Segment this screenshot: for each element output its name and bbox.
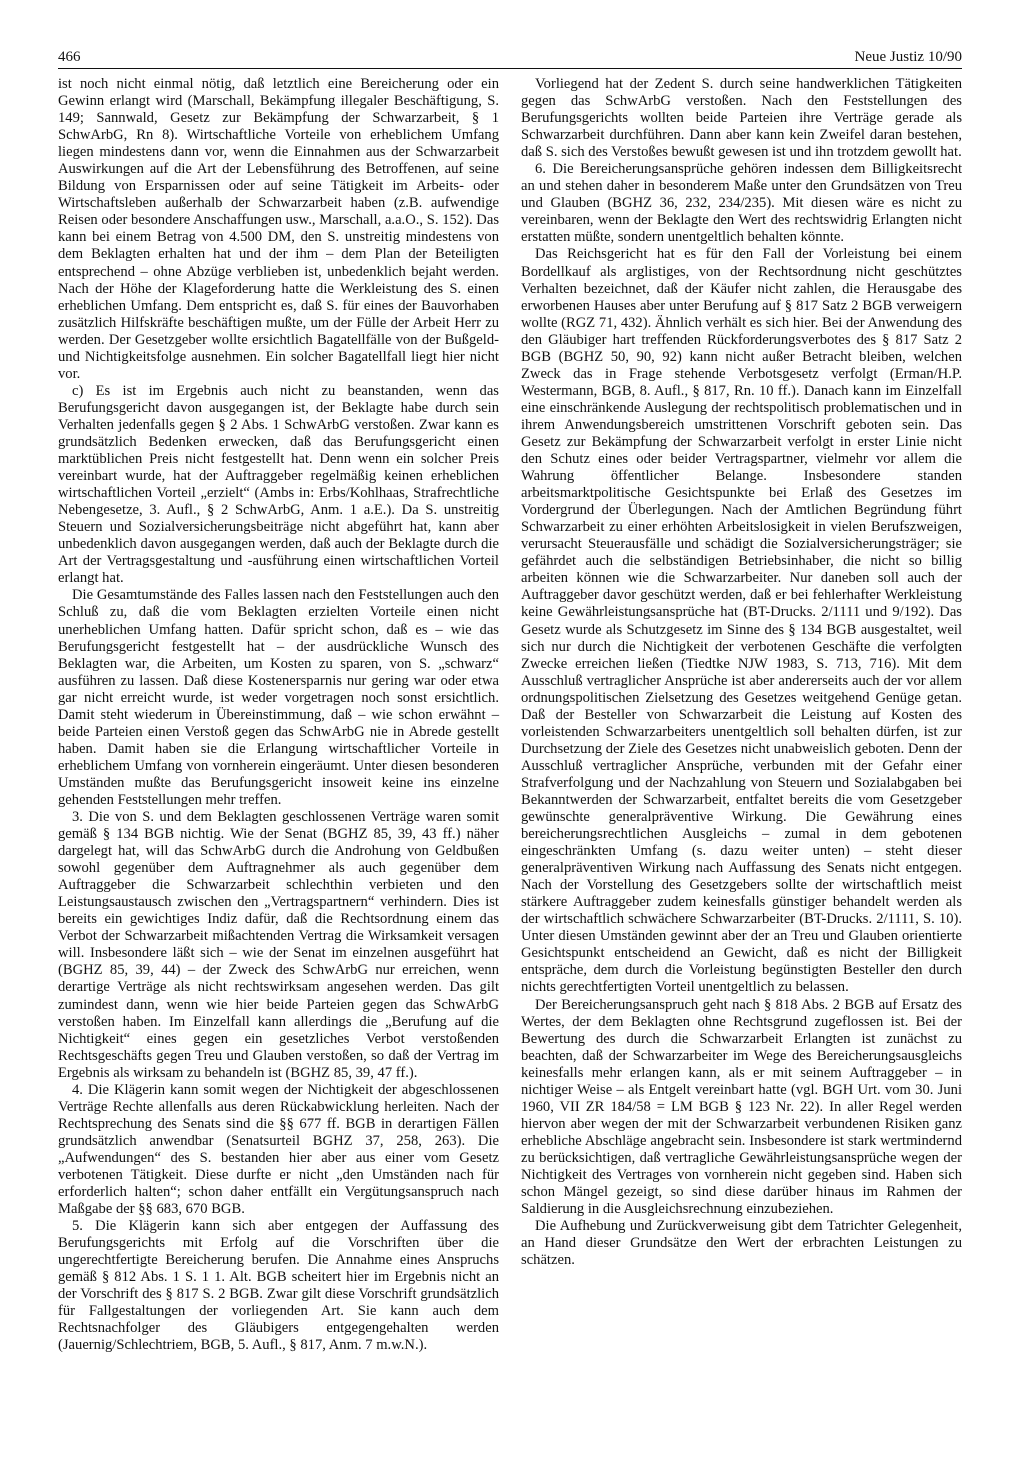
- paragraph: 3. Die von S. und dem Beklagten geschlossenen Verträge waren somit gemäß § 134 BGB nichtig. Wie der Senat (BGHZ 85, 39, 43 ff.) näher dargelegt hat, will das SchwArbG durch die Androhung von Geldbußen sowohl gegenüber dem Auftragnehmer als auch gegenüber dem Auftraggeber die Schwarzarbeit schlechthin verbieten und den Leistungsaustausch zwischen den „Vertragspartnern“ verhindern. Dies ist bereits ein gewichtiges Indiz dafür, daß die Rechtsordnung einem das Verbot der Schwarzarbeit mißachtenden Vertrag die Wirksamkeit versagen will. Insbesondere läßt sich – wie der Senat im einzelnen ausgeführt hat (BGHZ 85, 39, 44) – der Zweck des SchwArbG nur erreichen, wenn derartige Verträge als nicht rechtswirksam angesehen werden. Das gilt zumindest dann, wenn wie hier beide Parteien gegen das SchwArbG verstoßen haben. Im Einzelfall kann allerdings die „Berufung auf die Nichtigkeit“ eines gegen ein gesetzliches Verbot verstoßenden Rechtsgeschäfts gegen Treu und Glauben verstoßen, so daß der Vertrag im Ergebnis als wirksam zu behandeln ist (BGHZ 85, 39, 47 ff.).: [58, 809, 499, 1081]
- paragraph: Die Aufhebung und Zurückverweisung gibt dem Tatrichter Gelegenheit, an Hand dieser Grundsätze den Wert der erbrachten Leistungen zu schätzen.: [521, 1218, 962, 1269]
- right-column: [521, 76, 962, 1355]
- paragraph: Die Gesamtumstände des Falles lassen nach den Feststellungen auch den Schluß zu, daß die vom Beklagten erzielten Vorteile einen nicht unerheblichen Umfang hatten. Dafür spricht schon, daß es – wie das Berufungsgericht festgestellt hat – der ausdrückliche Wunsch des Beklagten war, die Arbeiten, um Kosten zu sparen, von S. „schwarz“ ausführen zu lassen. Daß diese Kostenersparnis nur gering war oder etwa gar nicht erreicht wurde, ist weder vorgetragen noch sonst ersichtlich. Damit steht wiederum in Übereinstimmung, daß – wie schon erwähnt – beide Parteien einen Verstoß gegen das SchwArbG nie in Abrede gestellt haben. Damit haben sie die Erlangung wirtschaftlicher Vorteile in erheblichem Umfang von vornherein eingeräumt. Unter diesen besonderen Umständen mußte das Berufungsgericht insoweit keine ins einzelne gehenden Feststellungen mehr treffen.: [58, 587, 499, 808]
- header-divider: [58, 68, 962, 69]
- paragraph: c) Es ist im Ergebnis auch nicht zu beanstanden, wenn das Berufungsgericht davon ausgegangen ist, der Beklagte habe durch sein Verhalten jedenfalls gegen § 2 Abs. 1 SchwArbG verstoßen. Zwar kann es grundsätzlich Bedenken erwecken, daß das Berufungsgericht einen marktüblichen Preis nicht festgestellt hat. Denn wenn ein solcher Preis vereinbart wurde, hat der Auftraggeber regelmäßig keinen erheblichen wirtschaftlichen Vorteil „erzielt“ (Ambs in: Erbs/Kohlhaas, Strafrechtliche Nebengesetze, 3. Aufl., § 2 SchwArbG, Anm. 1 a.E.). Da S. unstreitig Steuern und Sozialversicherungsbeiträge nicht abgeführt hat, kann aber unbedenklich davon ausgegangen werden, daß auch der Beklagte durch die Art der Vertragsgestaltung und -ausführung einen wirtschaftlichen Vorteil erlangt hat.: [58, 382, 499, 587]
- paragraph: Vorliegend hat der Zedent S. durch seine handwerklichen Tätigkeiten gegen das SchwArbG verstoßen. Nach den Feststellungen des Berufungsgerichts wollten beide Parteien ihre Verträge gerade als Schwarzarbeit durchführen. Dann aber kann kein Zweifel daran bestehen, daß S. sich des Verstoßes bewußt gewesen ist und ihn trotzdem gewollt hat.: [521, 76, 962, 161]
- page-number: 466: [58, 49, 81, 65]
- paragraph: ist noch nicht einmal nötig, daß letztlich eine Bereicherung oder ein Gewinn erlangt wird (Marschall, Bekämpfung illegaler Beschäftigung, S. 149; Sannwald, Gesetz zur Bekämpfung der Schwarzarbeit, § 1 SchwArbG, Rn 8). Wirtschaftliche Vorteile von erheblichem Umfang liegen mindestens dann vor, wenn die Einnahmen aus der Schwarzarbeit Auswirkungen auf die Art der Lebensführung des Betroffenen, auf seine Bildung von Ersparnissen oder auf seine Tätigkeit im Arbeits- oder Wirtschaftsleben außerhalb der Schwarzarbeit haben (z.B. aufwendige Reisen oder besondere Anschaffungen usw., Marschall, a.a.O., S. 152). Das kann bei einem Betrag von 4.500 DM, den S. unstreitig mindestens von dem Beklagten erhalten hat und der ihm – dem Plan der Beteiligten entsprechend – ohne Abzüge verblieben ist, unbedenklich bejaht werden. Nach der Höhe der Klageforderung hatte die Werkleistung des S. einen erheblichen Umfang. Dem entspricht es, daß S. für eines der Bauvorhaben zusätzlich Hilfskräfte beschäftigen mußte, um der Fülle der Arbeit Herr zu werden. Der Gesetzgeber wollte ersichtlich Bagatellfälle von der Bußgeld- und Nichtigkeitsfolge ausnehmen. Ein solcher Bagatellfall liegt hier nicht vor.: [58, 76, 499, 382]
- left-column: [58, 76, 499, 1355]
- paragraph: 4. Die Klägerin kann somit wegen der Nichtigkeit der abgeschlossenen Verträge Rechte allenfalls aus deren Rückabwicklung herleiten. Nach der Rechtsprechung des Senats sind die §§ 677 ff. BGB in derartigen Fällen grundsätzlich anwendbar (Senatsurteil BGHZ 37, 258, 263). Die „Aufwendungen“ des S. bestanden hier aber aus einer vom Gesetz verbotenen Tätigkeit. Diese durfte er nicht „den Umständen nach für erforderlich halten“; schon daher entfällt ein Vergütungsanspruch nach Maßgabe der §§ 683, 670 BGB.: [58, 1081, 499, 1218]
- paragraph: 6. Die Bereicherungsansprüche gehören indessen dem Billigkeitsrecht an und stehen daher in besonderem Maße unter den Grundsätzen von Treu und Glauben (BGHZ 36, 232, 234/235). Mit diesen wäre es nicht zu vereinbaren, wenn der Beklagte den Wert des rechtswidrig Erlangten nicht erstatten müßte, sondern unentgeltlich behalten könnte.: [521, 161, 962, 246]
- page-header: [58, 40, 962, 66]
- paragraph: Der Bereicherungsanspruch geht nach § 818 Abs. 2 BGB auf Ersatz des Wertes, der dem Beklagten ohne Rechtsgrund zugeflossen ist. Bei der Bewertung des durch die Schwarzarbeit Erlangten ist zunächst zu beachten, daß der Schwarzarbeiter im Wege des Bereicherungsausgleichs keinesfalls mehr erlangen kann, als er mit seinem Auftraggeber – in nichtiger Weise – als Entgelt vereinbart hatte (vgl. BGH Urt. vom 30. Juni 1960, VII ZR 184/58 = LM BGB § 123 Nr. 22). In aller Regel werden hiervon aber wegen der mit der Schwarzarbeit verbundenen Risiken ganz erhebliche Abschläge angebracht sein. Insbesondere ist stark wertmindernd zu berücksichtigen, daß vertragliche Gewährleistungsansprüche wegen der Nichtigkeit des Vertrages von vornherein nicht gegeben sind. Haben sich schon Mängel gezeigt, so sind diese darüber hinaus im Rahmen der Saldierung in die Ausgleichsrechnung einzubeziehen.: [521, 996, 962, 1218]
- text-columns: [58, 76, 962, 1355]
- paragraph: Das Reichsgericht hat es für den Fall der Vorleistung bei einem Bordellkauf als arglistiges, von der Rechtsordnung nicht geschütztes Verhalten bezeichnet, daß der Käufer nicht zahlen, die Herausgabe des erworbenen Hauses aber unter Berufung auf § 817 Satz 2 BGB verweigern wollte (RGZ 71, 432). Ähnlich verhält es sich hier. Bei der Anwendung des den Gläubiger hart treffenden Rückforderungsverbotes des § 817 Satz 2 BGB (BGHZ 50, 90, 92) kann nicht außer Betracht bleiben, welchen Zweck das in Frage stehende Verbotsgesetz verfolgt (Erman/H.P. Westermann, BGB, 8. Aufl., § 817, Rn. 10 ff.). Danach kann im Einzelfall eine einschränkende Auslegung der rechtspolitisch problematischen und in ihrem Anwendungsbereich umstrittenen Vorschrift geboten sein. Das Gesetz zur Bekämpfung der Schwarzarbeit verfolgt in erster Linie nicht den Schutz eines oder beider Vertragspartner, vielmehr vor allem die Wahrung öffentlicher Belange. Insbesondere standen arbeitsmarktpolitische Gesichtspunkte bei Erlaß des Gesetzes im Vordergrund der Überlegungen. Nach der Amtlichen Begründung führt Schwarzarbeit zu einer erhöhten Arbeitslosigkeit in vielen Berufszweigen, verursacht Steuerausfälle und schädigt die Sozialversicherungsträger; sie gefährdet auch die selbständigen Betriebsinhaber, die nicht so billig arbeiten können wie die Schwarzarbeiter. Nur daneben soll auch der Auftraggeber davor geschützt werden, daß er bei fehlerhafter Werkleistung keine Gewährleistungsansprüche hat (BT-Drucks. 2/1111 und 9/192). Das Gesetz wurde als Schutzgesetz im Sinne des § 134 BGB ausgestaltet, weil sich nur durch die Nichtigkeit der verbotenen Geschäfte die verfolgten Zwecke erreichen ließen (Tiedtke NJW 1983, S. 713, 716). Mit dem Ausschluß vertraglicher Ansprüche ist aber andererseits auch der vor allem ordnungspolitischen Zielsetzung des Gesetzes weitgehend Genüge getan. Daß der Besteller von Schwarzarbeit die Leistung auf Kosten des vorleistenden Schwarzarbeiters unentgeltlich soll behalten dürfen, ist zur Durchsetzung der Ziele des Gesetzes nicht unabweislich geboten. Denn der Ausschluß vertraglicher Ansprüche, verbunden mit der Gefahr einer Strafverfolgung und der Nachzahlung von Steuern und Sozialabgaben bei Bekanntwerden der Schwarzarbeit, entfaltet bereits die vom Gesetzgeber gewünschte generalpräventive Wirkung. Die Gewährung eines bereicherungsrechtlichen Ausgleichs – zumal in dem gebotenen eingeschränkten Umfang (s. dazu weiter unten) – steht dieser generalpräventiven Wirkung nach Auffassung des Senats nicht entgegen. Nach der Vorstellung des Gesetzgebers sollte der wirtschaftlich meist stärkere Auftraggeber zudem keinesfalls günstiger behandelt werden als der wirtschaftlich schwächere Schwarzarbeiter (BT-Drucks. 2/1111, S. 10). Unter diesen Umständen gewinnt aber der an Treu und Glauben orientierte Gesichtspunkt entscheidend an Gewicht, daß es nicht der Billigkeit entspräche, dem durch die Vorleistung begünstigten Besteller den durch nichts gerechtfertigten Vorteil unentgeltlich zu belassen.: [521, 246, 962, 996]
- paragraph: 5. Die Klägerin kann sich aber entgegen der Auffassung des Berufungsgerichts mit Erfolg auf die Vorschriften über die ungerechtfertigte Bereicherung berufen. Die Annahme eines Anspruchs gemäß § 812 Abs. 1 S. 1 1. Alt. BGB scheitert hier im Ergebnis nicht an der Vorschrift des § 817 S. 2 BGB. Zwar gilt diese Vorschrift grundsätzlich für Fallgestaltungen der vorliegenden Art. Sie kann auch dem Rechtsnachfolger des Gläubigers entgegengehalten werden (Jauernig/Schlechtriem, BGB, 5. Aufl., § 817, Anm. 7 m.w.N.).: [58, 1218, 499, 1354]
- journal-issue: Neue Justiz 10/90: [854, 49, 962, 65]
